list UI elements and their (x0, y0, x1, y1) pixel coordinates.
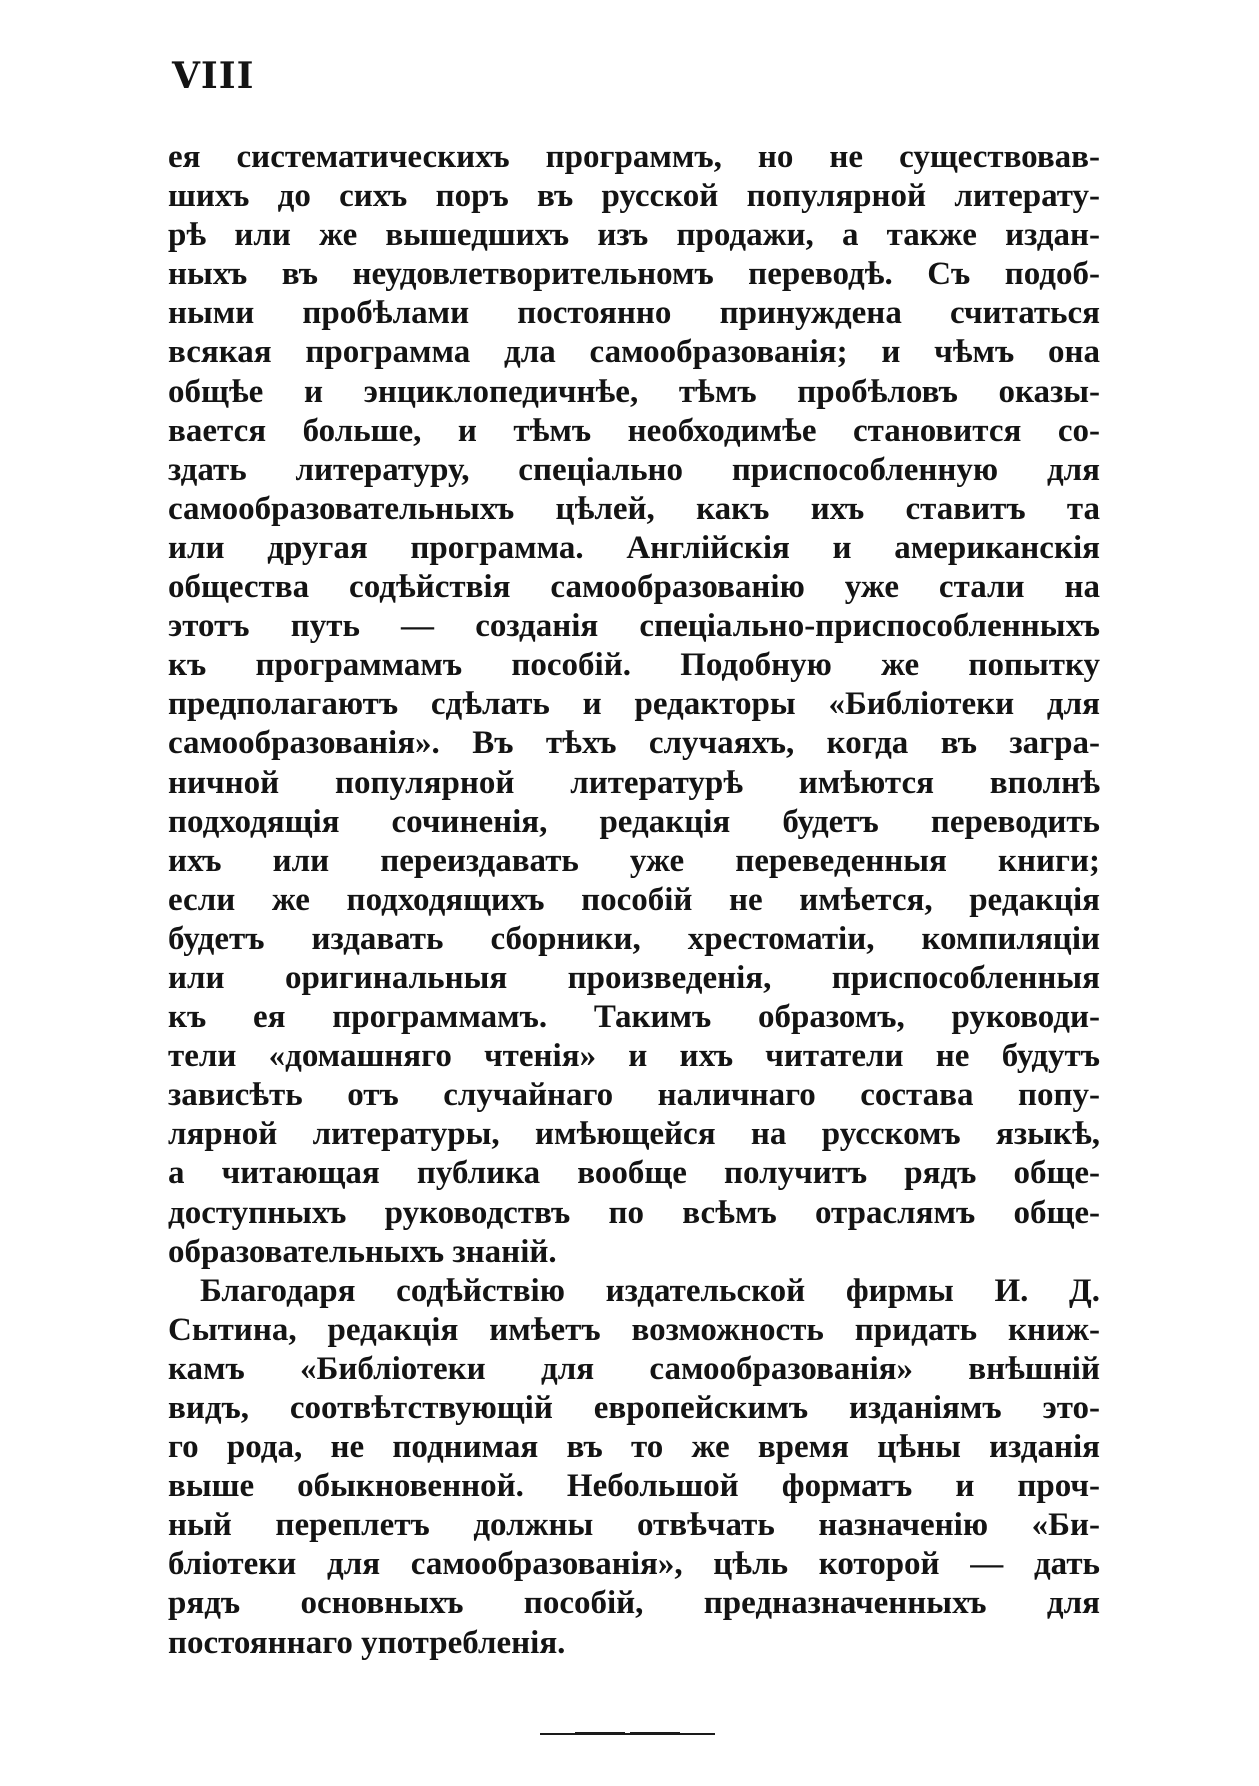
text-line: будетъ издавать сборники, хрестоматіи, компиляціи (168, 920, 1100, 957)
text-line: къ ея программамъ. Такимъ образомъ, руководи- (168, 999, 1100, 1036)
text-line: ничной популярной литературѣ имѣются вполнѣ (168, 764, 1100, 801)
text-line: ный переплетъ должны отвѣчать назначенію «Би- (168, 1507, 1100, 1544)
text-line: общества содѣйствія самообразованію уже стали на (168, 569, 1100, 606)
text-line: здать литературу, спеціально приспособленную для (168, 451, 1100, 488)
text-line: бліотеки для самообразованія», цѣль которой — дать (168, 1546, 1100, 1583)
text-line: ныхъ въ неудовлетворительномъ переводѣ. Съ подоб- (168, 256, 1100, 293)
text-line: ея систематическихъ программъ, но не существовав- (168, 139, 1100, 175)
text-line: подходящія сочиненія, редакція будетъ переводить (168, 803, 1100, 840)
text-line: ихъ или переиздавать уже переведенныя книги; (168, 842, 1100, 879)
text-line: общѣе и энциклопедичнѣе, тѣмъ пробѣловъ оказы- (168, 373, 1100, 410)
text-line: рядъ основныхъ пособій, предназначенныхъ для (168, 1585, 1100, 1622)
text-line: камъ «Библіотеки для самообразованія» внѣшній (168, 1350, 1100, 1387)
text-line: образовательныхъ знаній. (168, 1233, 557, 1270)
text-line: а читающая публика вообще получитъ рядъ обще- (168, 1155, 1100, 1192)
text-line: выше обыкновенной. Небольшой форматъ и проч- (168, 1468, 1100, 1505)
text-line: видъ, соотвѣтствующій европейскимъ изданіямъ это- (168, 1390, 1100, 1426)
text-line: самообразовательныхъ цѣлей, какъ ихъ ставитъ та (168, 490, 1100, 527)
text-line: рѣ или же вышедшихъ изъ продажи, а также издан- (168, 217, 1100, 254)
text-line: если же подходящихъ пособій не имѣется, редакція (168, 881, 1100, 918)
text-line: предполагаютъ сдѣлать и редакторы «Библіотеки для (168, 686, 1100, 723)
page-number: VIII (172, 55, 255, 97)
text-line: Сытина, редакція имѣетъ возможность придать книж- (168, 1311, 1100, 1348)
text-line: доступныхъ руководствъ по всѣмъ отраслямъ обще- (168, 1194, 1100, 1231)
text-line: ными пробѣлами постоянно принуждена считаться (168, 295, 1100, 332)
text-line: всякая программа дла самообразованія; и чѣмъ она (168, 334, 1100, 371)
text-line: зависѣть отъ случайнаго наличнаго состава попу- (168, 1077, 1100, 1114)
text-line: Благодаря содѣйствію издательской фирмы И. Д. (200, 1272, 1100, 1309)
body-text (168, 138, 1100, 1663)
text-line: тели «домашняго чтенія» и ихъ читатели не будутъ (168, 1038, 1100, 1075)
text-line: вается больше, и тѣмъ необходимѣе становится со- (168, 412, 1100, 449)
text-line: этотъ путь — созданія спеціально-приспособленныхъ (168, 608, 1100, 645)
text-line: или другая программа. Англійскія и американскія (168, 529, 1100, 566)
text-line: го рода, не поднимая въ то же время цѣны изданія (168, 1429, 1100, 1466)
text-line: къ программамъ пособій. Подобную же попытку (168, 647, 1100, 684)
section-end-rule (540, 1733, 715, 1735)
text-line: или оригинальныя произведенія, приспособленныя (168, 959, 1100, 996)
text-line: самообразованія». Въ тѣхъ случаяхъ, когда въ загра- (168, 725, 1100, 762)
text-line: лярной литературы, имѣющейся на русскомъ языкѣ, (168, 1116, 1100, 1153)
text-line: шихъ до сихъ поръ въ русской популярной литерату- (168, 178, 1100, 215)
text-line: постояннаго употребленія. (168, 1624, 566, 1661)
